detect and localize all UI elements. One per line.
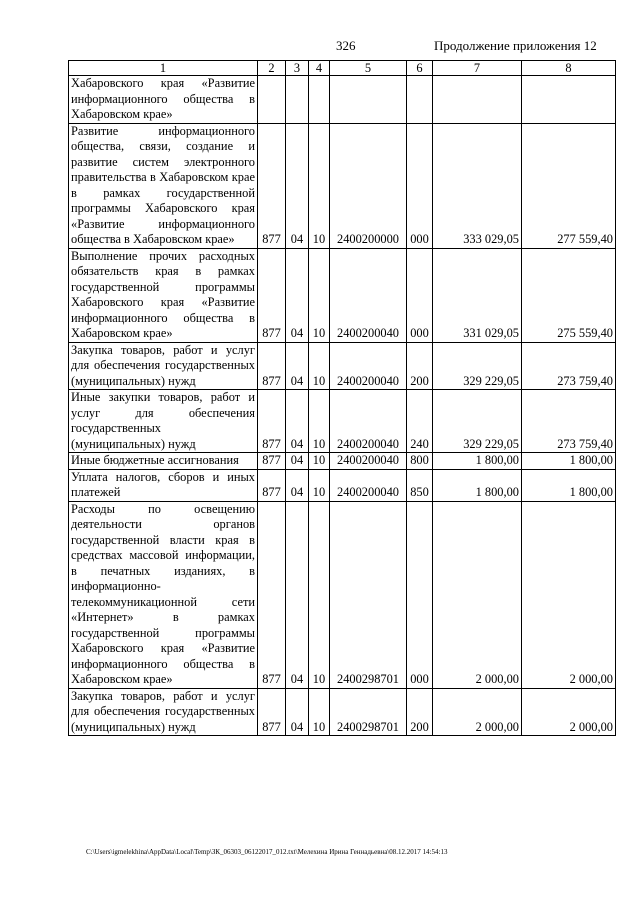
table-row (69, 248, 616, 342)
section-code: 04 (286, 248, 309, 342)
subsection-code: 10 (309, 248, 330, 342)
section-code (286, 76, 309, 124)
expense-type-code: 850 (407, 469, 433, 501)
ministry-code: 877 (258, 688, 286, 736)
subsection-code (309, 76, 330, 124)
column-header: 5 (330, 61, 407, 76)
expense-name: Закупка товаров, работ и услуг для обеспечения государственных (муниципальных) нужд (69, 688, 258, 736)
table-row (69, 501, 616, 688)
ministry-code: 877 (258, 453, 286, 470)
amount-year-2: 1 800,00 (522, 453, 616, 470)
table-row (69, 469, 616, 501)
expense-name: Выполнение прочих расходных обязательств края в рамках государственной программы Хабаровского края «Развитие информационного общества в Хабаровском крае» (69, 248, 258, 342)
subsection-code: 10 (309, 123, 330, 248)
amount-year-2: 2 000,00 (522, 501, 616, 688)
table-row (69, 123, 616, 248)
page-number: 326 (336, 38, 356, 53)
column-header: 3 (286, 61, 309, 76)
ministry-code (258, 76, 286, 124)
target-article-code: 2400298701 (330, 688, 407, 736)
table-row (69, 76, 616, 124)
subsection-code: 10 (309, 469, 330, 501)
target-article-code: 2400200040 (330, 342, 407, 390)
amount-year-1: 329 229,05 (433, 390, 522, 453)
expense-type-code: 800 (407, 453, 433, 470)
target-article-code (330, 76, 407, 124)
expense-type-code: 240 (407, 390, 433, 453)
amount-year-2: 2 000,00 (522, 688, 616, 736)
ministry-code: 877 (258, 123, 286, 248)
ministry-code: 877 (258, 390, 286, 453)
target-article-code: 2400200040 (330, 469, 407, 501)
amount-year-1: 1 800,00 (433, 453, 522, 470)
budget-table (68, 60, 616, 736)
amount-year-2: 277 559,40 (522, 123, 616, 248)
target-article-code: 2400200040 (330, 248, 407, 342)
expense-type-code: 000 (407, 123, 433, 248)
subsection-code: 10 (309, 342, 330, 390)
target-article-code: 2400298701 (330, 501, 407, 688)
amount-year-2: 275 559,40 (522, 248, 616, 342)
column-header: 2 (258, 61, 286, 76)
amount-year-1: 2 000,00 (433, 501, 522, 688)
section-code: 04 (286, 501, 309, 688)
column-header: 8 (522, 61, 616, 76)
expense-name: Иные бюджетные ассигнования (69, 453, 258, 470)
subsection-code: 10 (309, 453, 330, 470)
expense-name: Уплата налогов, сборов и иных платежей (69, 469, 258, 501)
target-article-code: 2400200040 (330, 453, 407, 470)
expense-type-code (407, 76, 433, 124)
amount-year-1: 2 000,00 (433, 688, 522, 736)
column-header: 6 (407, 61, 433, 76)
footer-file-path: C:\Users\igmelekhina\AppData\Local\Temp\ЗК_06303_06122017_012.txt\Мелехина Ирина Геннадьевна\08.12.2017 14:54:13 (86, 848, 448, 856)
table-header-row (69, 61, 616, 76)
expense-name: Хабаровского края «Развитие информационного общества в Хабаровском крае» (69, 76, 258, 124)
amount-year-1: 331 029,05 (433, 248, 522, 342)
ministry-code: 877 (258, 248, 286, 342)
expense-type-code: 000 (407, 501, 433, 688)
subsection-code: 10 (309, 390, 330, 453)
expense-name: Иные закупки товаров, работ и услуг для обеспечения государственных (муниципальных) нужд (69, 390, 258, 453)
expense-name: Закупка товаров, работ и услуг для обеспечения государственных (муниципальных) нужд (69, 342, 258, 390)
amount-year-1: 333 029,05 (433, 123, 522, 248)
table-row (69, 390, 616, 453)
ministry-code: 877 (258, 469, 286, 501)
expense-type-code: 200 (407, 342, 433, 390)
column-header: 4 (309, 61, 330, 76)
table-row (69, 453, 616, 470)
ministry-code: 877 (258, 501, 286, 688)
section-code: 04 (286, 688, 309, 736)
section-code: 04 (286, 342, 309, 390)
expense-type-code: 000 (407, 248, 433, 342)
amount-year-1 (433, 76, 522, 124)
section-code: 04 (286, 453, 309, 470)
section-code: 04 (286, 469, 309, 501)
table-row (69, 342, 616, 390)
section-code: 04 (286, 390, 309, 453)
target-article-code: 2400200040 (330, 390, 407, 453)
expense-type-code: 200 (407, 688, 433, 736)
amount-year-1: 329 229,05 (433, 342, 522, 390)
expense-name: Расходы по освещению деятельности органов государственной власти края в средствах массовой информации, в печатных изданиях, в информационно-телекоммуникационной сети «Интернет» в рамках государственной программы Хабаровского края «Развитие информационного общества в Хабаровском крае» (69, 501, 258, 688)
table-row (69, 688, 616, 736)
appendix-continuation-title: Продолжение приложения 12 (434, 38, 597, 53)
amount-year-1: 1 800,00 (433, 469, 522, 501)
column-header: 1 (69, 61, 258, 76)
amount-year-2: 273 759,40 (522, 342, 616, 390)
amount-year-2: 1 800,00 (522, 469, 616, 501)
section-code: 04 (286, 123, 309, 248)
subsection-code: 10 (309, 501, 330, 688)
amount-year-2: 273 759,40 (522, 390, 616, 453)
column-header: 7 (433, 61, 522, 76)
target-article-code: 2400200000 (330, 123, 407, 248)
ministry-code: 877 (258, 342, 286, 390)
subsection-code: 10 (309, 688, 330, 736)
amount-year-2 (522, 76, 616, 124)
expense-name: Развитие информационного общества, связи, создание и развитие систем электронного правительства в Хабаровском крае в рамках государственной программы Хабаровского края «Развитие информационного общества в Хабаровском крае» (69, 123, 258, 248)
